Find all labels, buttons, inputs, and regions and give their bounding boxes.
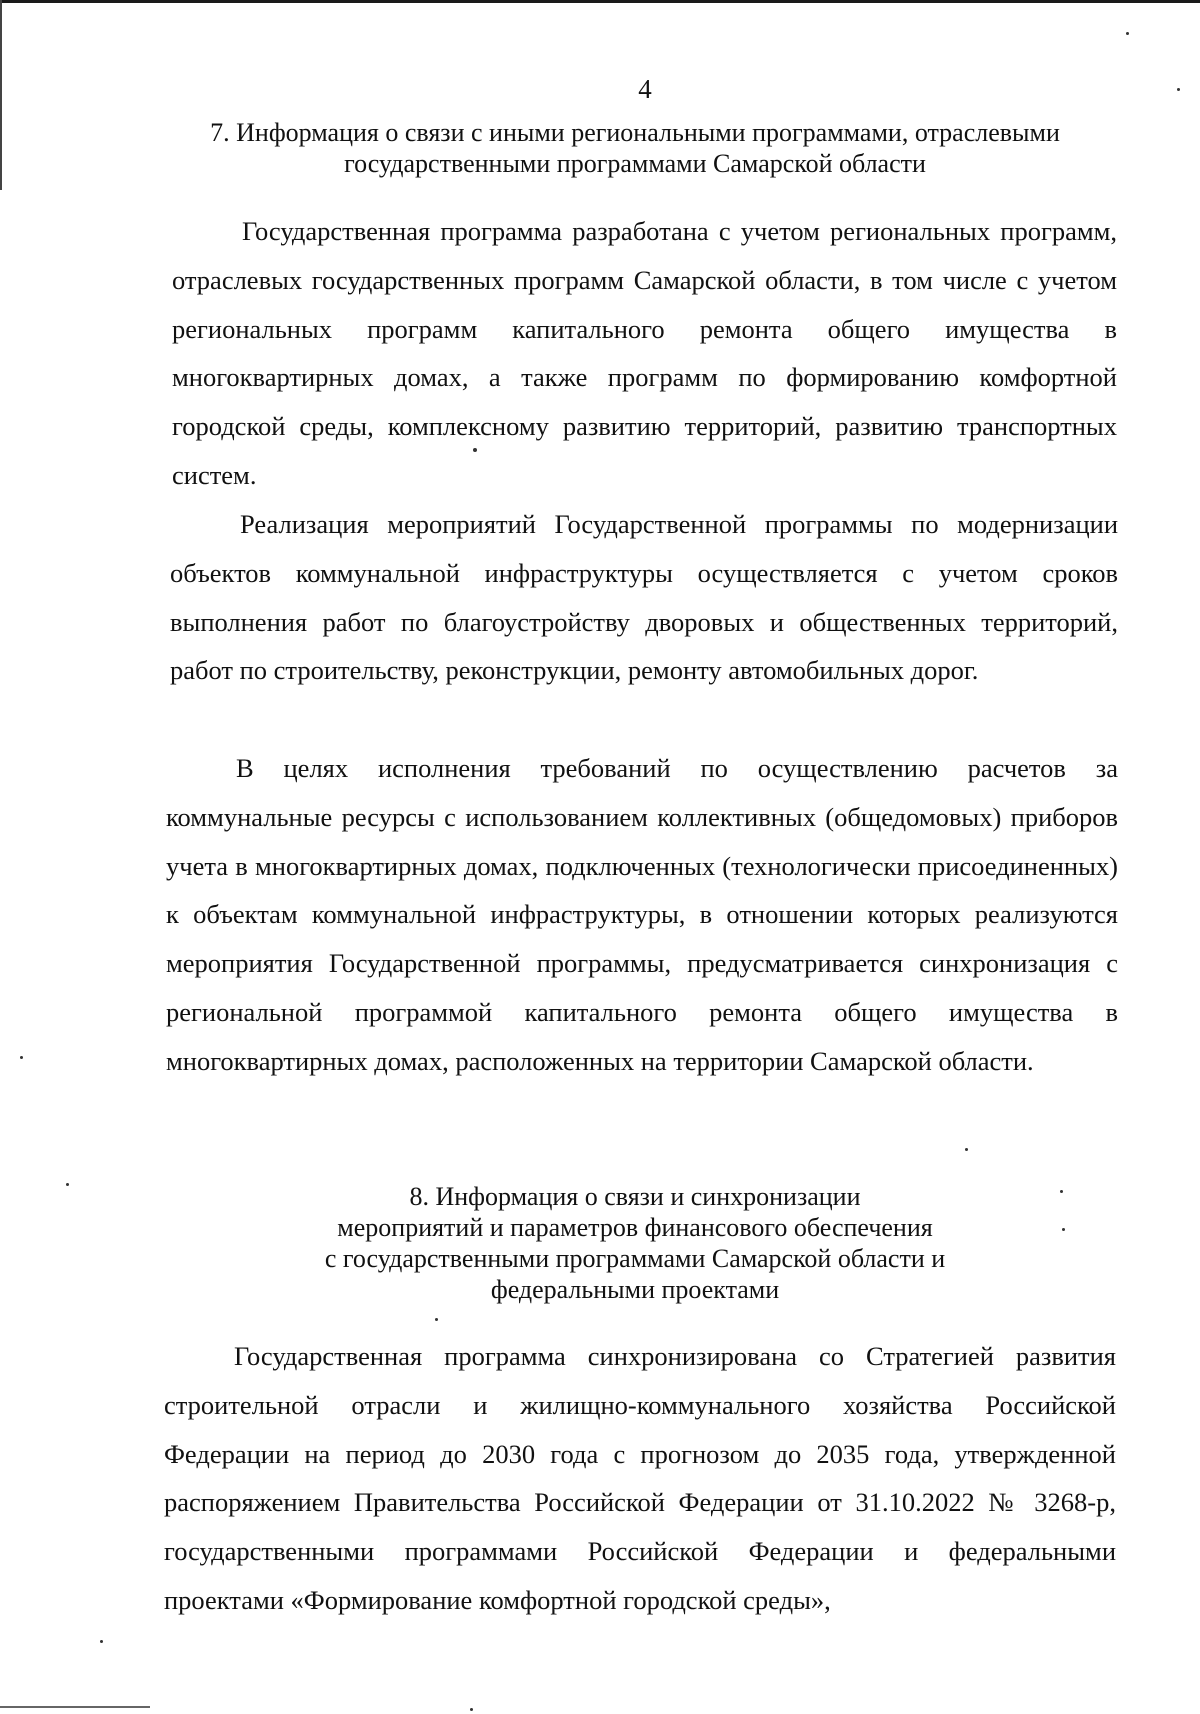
section-7-paragraph-2: Реализация мероприятий Государственной программы по модернизации объектов коммунальной инфраструктуры осуществляется с учетом сроков выполнения работ по благоустройству дворовых и общественных территорий, работ по строительству, реконструкции, ремонту автомобильных дорог. — [170, 509, 1118, 686]
section-7-heading-line-1: 7. Информация о связи с иными региональными программами, отраслевыми — [210, 118, 1060, 147]
scan-speck — [1062, 1228, 1065, 1231]
scan-speck — [66, 1183, 69, 1186]
section-7-paragraph-1: Государственная программа разработана с учетом региональных программ, отраслевых государственных программ Самарской области, в том числе с учетом региональных программ капитального ремонта общего имущества в многоквартирных домах, а также программ по формированию комфортной городской среды, комплексному развитию территорий, развитию транспортных систем. — [172, 216, 1117, 490]
section-8-heading-line-1: 8. Информация о связи и синхронизации — [409, 1182, 861, 1211]
section-8-paragraph-1: Государственная программа синхронизирована со Стратегией развития строительной отрасли и жилищно-коммунального хозяйства Российской Федерации на период до 2030 года с прогнозом до 2035 года, утвержденной распоряжением Правительства Российской Федерации от 31.10.2022 № 3268-р, государственными программами Российской Федерации и федеральными проектами «Формирование комфортной городской среды», — [164, 1341, 1116, 1615]
section-7-paragraph-3: В целях исполнения требований по осуществлению расчетов за коммунальные ресурсы с использованием коллективных (общедомовых) приборов учета в многоквартирных домах, подключенных (технологически присоединенных) к объектам коммунальной инфраструктуры, в отношении которых реализуются мероприятия Государственной программы, предусматривается синхронизация с региональной программой капитального ремонта общего имущества в многоквартирных домах, расположенных на территории Самарской области. — [166, 753, 1118, 1076]
scan-speck — [100, 1640, 103, 1643]
scan-speck — [1177, 88, 1180, 91]
section-8-heading-line-4: федеральными проектами — [490, 1275, 780, 1304]
bottom-border-line — [0, 1706, 150, 1708]
scan-speck — [473, 448, 477, 452]
scan-speck — [1060, 1190, 1063, 1193]
section-8-heading — [235, 1181, 1035, 1305]
page-number: 4 — [638, 74, 652, 104]
section-8-heading-line-2: мероприятий и параметров финансового обеспечения — [337, 1213, 933, 1242]
section-7-heading — [160, 117, 1110, 179]
scan-speck — [435, 1318, 438, 1321]
scan-speck — [20, 1056, 23, 1059]
scan-speck — [965, 1148, 968, 1151]
top-border-line — [0, 0, 1200, 3]
scan-speck — [1126, 32, 1129, 35]
section-7-heading-line-2: государственными программами Самарской области — [344, 149, 926, 178]
scan-speck — [470, 1708, 473, 1711]
section-8-heading-line-3: с государственными программами Самарской области и — [324, 1244, 946, 1273]
